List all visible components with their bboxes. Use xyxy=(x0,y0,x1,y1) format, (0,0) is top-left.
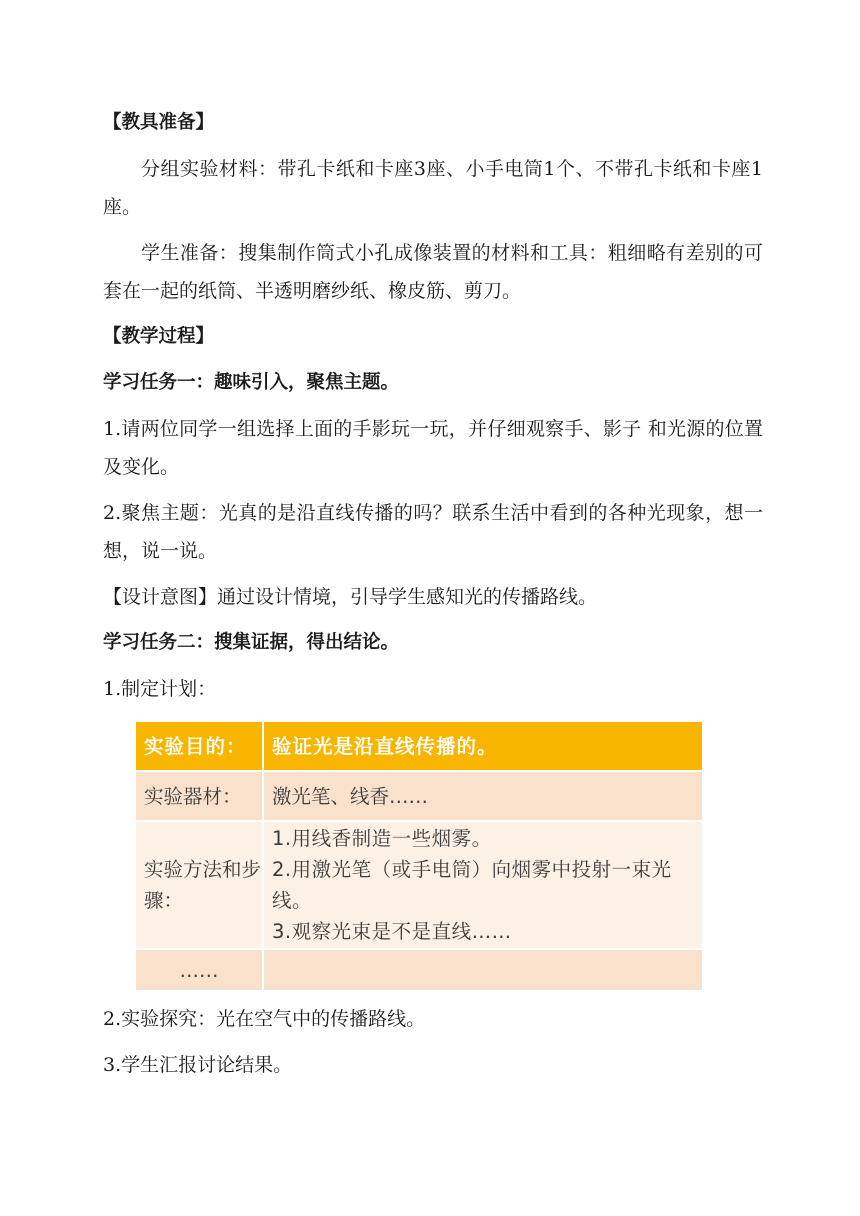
prep-student-paragraph: 学生准备：搜集制作筒式小孔成像装置的材料和工具：粗细略有差别的可套在一起的纸筒、半透明磨纱纸、橡皮筋、剪刀。 xyxy=(103,242,763,302)
method-step-1: 1.用线香制造一些烟雾。 xyxy=(272,827,492,850)
task2-item-3: 3.学生汇报讨论结果。 xyxy=(103,1054,293,1076)
materials-label: 实验器材： xyxy=(136,771,263,821)
experiment-plan-table xyxy=(136,722,702,992)
prep-heading: 【教具准备】 xyxy=(103,112,215,133)
method-steps xyxy=(263,821,702,949)
prep-materials-paragraph: 分组实验材料：带孔卡纸和卡座3座、小手电筒1个、不带孔卡纸和卡座1座。 xyxy=(103,158,763,218)
purpose-value: 验证光是沿直线传播的。 xyxy=(263,722,702,771)
table-row-method xyxy=(136,821,702,949)
lesson-plan-page xyxy=(103,104,763,1092)
task1-item-2: 2.聚焦主题：光真的是沿直线传播的吗？联系生活中看到的各种光现象，想一想，说一说。 xyxy=(103,502,763,562)
method-step-2: 2.用激光笔（或手电筒）向烟雾中投射一束光线。 xyxy=(272,858,672,912)
materials-value: 激光笔、线香…… xyxy=(263,771,702,821)
process-heading: 【教学过程】 xyxy=(103,326,215,347)
table-row-materials xyxy=(136,771,702,821)
purpose-label: 实验目的： xyxy=(136,722,263,771)
method-step-3: 3.观察光束是不是直线…… xyxy=(272,920,512,943)
task1-heading: 学习任务一：趣味引入，聚焦主题。 xyxy=(103,372,400,393)
table-row-purpose xyxy=(136,722,702,771)
method-label: 实验方法和步骤： xyxy=(136,821,263,949)
task2-item-2: 2.实验探究：光在空气中的传播路线。 xyxy=(103,1008,426,1030)
more-label: …… xyxy=(136,949,263,991)
task2-heading: 学习任务二：搜集证据，得出结论。 xyxy=(103,632,400,653)
table-row-more xyxy=(136,949,702,991)
design-intent: 【设计意图】通过设计情境，引导学生感知光的传播路线。 xyxy=(103,586,598,608)
more-value xyxy=(263,949,702,991)
task2-item-1: 1.制定计划： xyxy=(103,678,217,700)
task1-item-1: 1.请两位同学一组选择上面的手影玩一玩，并仔细观察手、影子 和光源的位置及变化。 xyxy=(103,418,763,478)
